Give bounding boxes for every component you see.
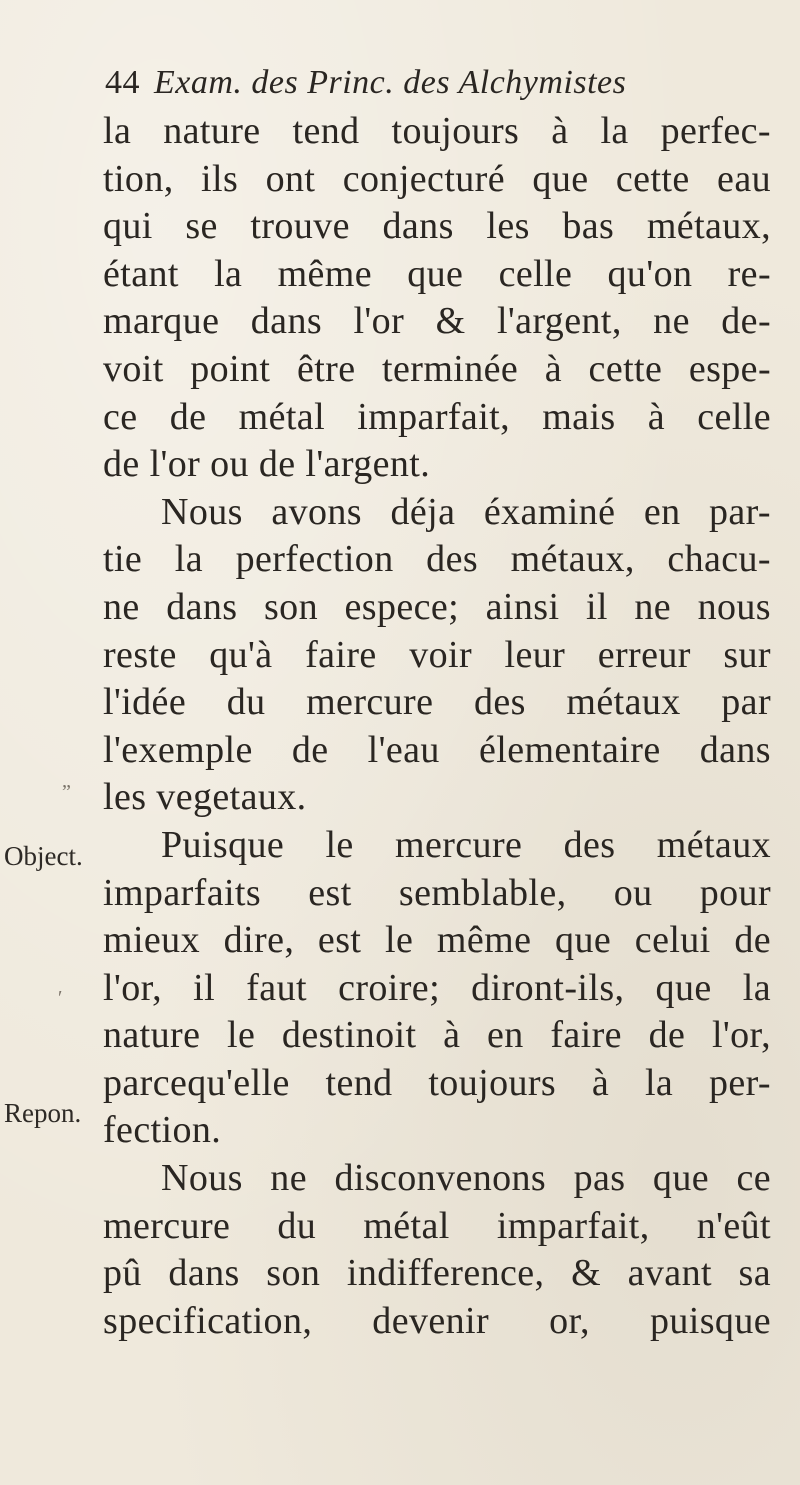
text-line: voit point être terminée à cette espe- (103, 347, 771, 390)
text-line: parcequ'elle tend toujours à la per- (103, 1061, 771, 1104)
page-number: 44 (105, 64, 140, 101)
text-line: Nous avons déja éxaminé en par- (161, 490, 771, 533)
running-title: Exam. des Princ. des Alchymistes (154, 64, 627, 101)
text-line: marque dans l'or & l'argent, ne de- (103, 300, 771, 343)
text-line: Puisque le mercure des métaux (161, 823, 771, 866)
margin-note-objection: Object. (4, 841, 83, 871)
text-line: la nature tend toujours à la perfec- (103, 110, 771, 152)
text-line: l'or, il faut croire; diront-ils, que la (103, 966, 771, 1009)
text-line: Nous ne disconvenons pas que ce (161, 1157, 771, 1200)
running-head (105, 64, 626, 102)
text-line: tion, ils ont conjecturé que cette eau (103, 157, 771, 200)
text-line: nature le destinoit à en faire de l'or, (103, 1014, 771, 1057)
text-line: de l'or ou de l'argent. (103, 443, 431, 486)
text-line: mercure du métal imparfait, n'eût (103, 1204, 771, 1247)
text-line: les vegetaux. (103, 776, 307, 819)
text-line: imparfaits est semblable, ou pour (103, 871, 771, 914)
text-line: l'exemple de l'eau élementaire dans (103, 728, 771, 771)
text-line: tie la perfection des métaux, chacu- (103, 538, 771, 581)
text-line: specification, devenir or, puisque (103, 1299, 771, 1342)
text-line: fection. (103, 1109, 222, 1152)
text-line: reste qu'à faire voir leur erreur sur (103, 633, 771, 676)
margin-note-reponse: Repon. (4, 1098, 82, 1128)
text-line: ne dans son espece; ainsi il ne nous (103, 585, 771, 628)
stray-mark: „ (62, 770, 71, 792)
stray-mark: ′ (58, 987, 63, 1009)
text-line: ce de métal imparfait, mais à celle (103, 395, 771, 438)
text-line: pû dans son indifference, & avant sa (103, 1252, 771, 1295)
text-line: mieux dire, est le même que celui de (103, 919, 771, 962)
text-line: l'idée du mercure des métaux par (103, 681, 771, 724)
text-line: étant la même que celle qu'on re- (103, 252, 771, 295)
body-text (103, 108, 771, 1345)
text-line: qui se trouve dans les bas métaux, (103, 205, 771, 248)
